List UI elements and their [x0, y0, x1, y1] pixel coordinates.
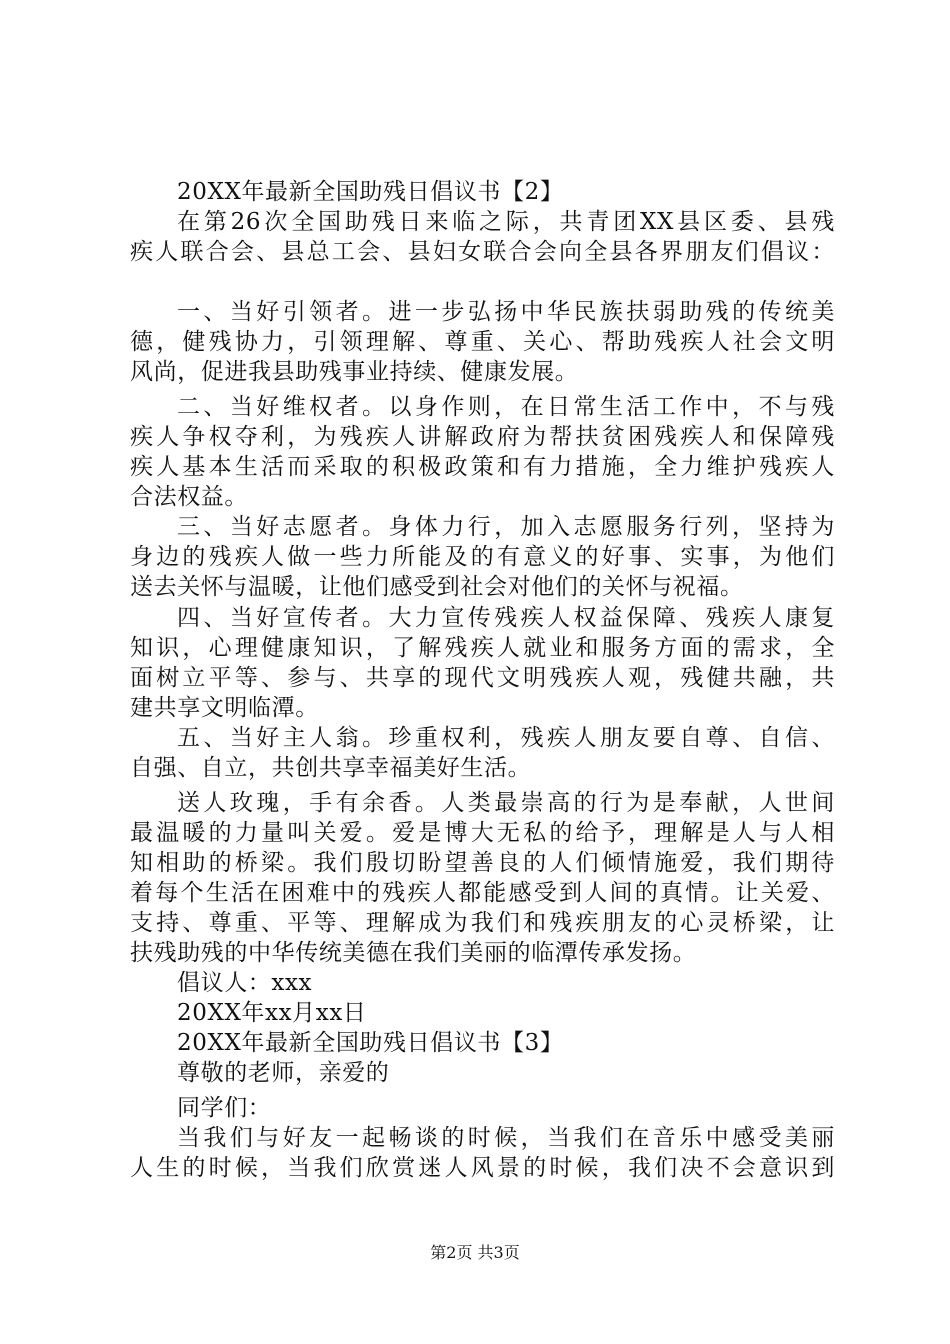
paragraph-line: 最温暖的力量叫关爱。爱是博大无私的给予，理解是人与人相 [130, 820, 835, 846]
paragraph-line: 知相助的桥梁。我们殷切盼望善良的人们倾情施爱，我们期待 [130, 850, 835, 876]
section-heading-3: 20XX年最新全国助残日倡议书【3】 [177, 1030, 564, 1056]
paragraph-line: 二、当好维权者。以身作则，在日常生活工作中，不与残 [177, 394, 835, 420]
paragraph-line: 人生的时候，当我们欣赏迷人风景的时候，我们决不会意识到 [130, 1155, 835, 1181]
paragraph-line: 一、当好引领者。进一步弘扬中华民族扶弱助残的传统美 [177, 299, 835, 325]
signer: 倡议人：xxx [177, 970, 313, 996]
paragraph-line: 风尚，促进我县助残事业持续、健康发展。 [130, 359, 579, 385]
paragraph-line: 四、当好宣传者。大力宣传残疾人权益保障、残疾人康复 [177, 605, 835, 631]
intro-line: 疾人联合会、县总工会、县妇女联合会向全县各界朋友们倡议： [130, 239, 835, 265]
paragraph-line: 疾人争权夺利，为残疾人讲解政府为帮扶贫困残疾人和保障残 [130, 424, 835, 450]
paragraph-line: 支持、尊重、平等、理解成为我们和残疾朋友的心灵桥梁，让 [130, 910, 835, 936]
greeting-line: 同学们： [177, 1095, 272, 1121]
paragraph-line: 知识，心理健康知识，了解残疾人就业和服务方面的需求，全 [130, 635, 835, 661]
paragraph-line: 疾人基本生活而采取的积极政策和有力措施，全力维护残疾人 [130, 454, 835, 480]
paragraph-line: 当我们与好友一起畅谈的时候，当我们在音乐中感受美丽 [177, 1125, 835, 1151]
paragraph-line: 送去关怀与温暖，让他们感受到社会对他们的关怀与祝福。 [130, 574, 744, 600]
section-heading-2: 20XX年最新全国助残日倡议书【2】 [177, 179, 564, 205]
paragraph-line: 扶残助残的中华传统美德在我们美丽的临潭传承发扬。 [130, 940, 697, 966]
paragraph-line: 建共享文明临潭。 [130, 695, 319, 721]
paragraph-line: 面树立平等、参与、共享的现代文明残疾人观，残健共融，共 [130, 665, 835, 691]
paragraph-line: 三、当好志愿者。身体力行，加入志愿服务行列，坚持为 [177, 514, 835, 540]
greeting-line: 尊敬的老师，亲爱的 [177, 1060, 390, 1086]
date: 20XX年xx月xx日 [177, 1000, 367, 1026]
paragraph-line: 着每个生活在困难中的残疾人都能感受到人间的真情。让关爱、 [130, 880, 835, 906]
intro-line: 在第26次全国助残日来临之际，共青团XX县区委、县残 [177, 209, 835, 235]
paragraph-line: 自强、自立，共创共享幸福美好生活。 [130, 755, 532, 781]
page-footer: 第2页 共3页 [430, 1243, 520, 1262]
paragraph-line: 德，健残协力，引领理解、尊重、关心、帮助残疾人社会文明 [130, 329, 835, 355]
paragraph-line: 送人玫瑰，手有余香。人类最崇高的行为是奉献，人世间 [177, 790, 835, 816]
paragraph-line: 合法权益。 [130, 484, 248, 510]
paragraph-line: 五、当好主人翁。珍重权利，残疾人朋友要自尊、自信、 [177, 725, 835, 751]
paragraph-line: 身边的残疾人做一些力所能及的有意义的好事、实事，为他们 [130, 544, 835, 570]
